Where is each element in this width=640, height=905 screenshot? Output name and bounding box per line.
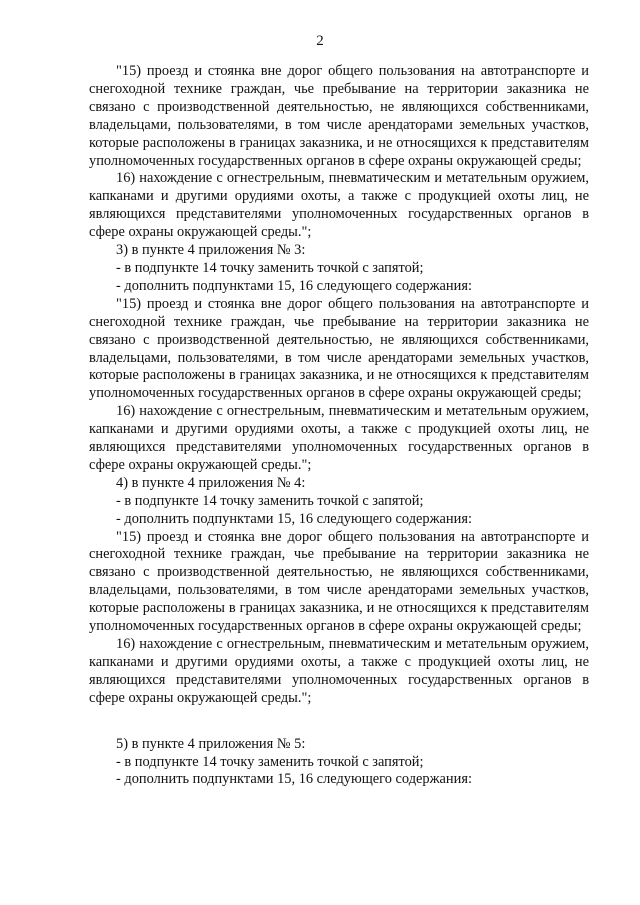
- paragraph-section-5-add: - дополнить подпунктами 15, 16 следующего содержания:: [116, 771, 472, 788]
- paragraph-section-3-add: - дополнить подпунктами 15, 16 следующего содержания:: [116, 277, 472, 294]
- paragraph-section-3-replace: - в подпункте 14 точку заменить точкой с запятой;: [116, 259, 424, 276]
- page-number: 2: [316, 33, 324, 49]
- paragraph-section-5-heading: 5) в пункте 4 приложения № 5:: [116, 735, 306, 752]
- paragraph-item-15-appendix-3: "15) проезд и стоянка вне дорог общего пользования на автотранспорте и снегоходной технике граждан, чье пребывание на территории заказника не связано с производственной деятельностью, не являющихся собственниками, владельцами, пользователями, в том числе арендаторами земельных участков, которые расположены в границах заказника, и не относящихся к представителям уполномоченных государственных органов в сфере охраны окружающей среды;: [89, 295, 589, 402]
- paragraph-item-16-appendix-4: 16) нахождение с огнестрельным, пневматическим и метательным оружием, капканами и другими орудиями охоты, а также с продукцией охоты лиц, не являющихся представителями уполномоченных государственных органов в сфере охраны окружающей среды.";: [89, 636, 589, 706]
- paragraph-spacer: [89, 708, 589, 736]
- paragraph-section-4-heading: 4) в пункте 4 приложения № 4:: [116, 474, 306, 491]
- paragraph-section-4-replace: - в подпункте 14 точку заменить точкой с запятой;: [116, 492, 424, 509]
- paragraph-section-5-replace: - в подпункте 14 точку заменить точкой с запятой;: [116, 753, 424, 770]
- paragraph-item-15-appendix-2: "15) проезд и стоянка вне дорог общего пользования на автотранспорте и снегоходной технике граждан, чье пребывание на территории заказника не связано с производственной деятельностью, не являющихся собственниками, владельцами, пользователями, в том числе арендаторами земельных участков, которые расположены в границах заказника, и не относящихся к представителям уполномоченных государственных органов в сфере охраны окружающей среды;: [89, 63, 589, 169]
- document-body: [89, 63, 589, 789]
- paragraph-item-16-appendix-3: 16) нахождение с огнестрельным, пневматическим и метательным оружием, капканами и другими орудиями охоты, а также с продукцией охоты лиц, не являющихся представителями уполномоченных государственных органов в сфере охраны окружающей среды.";: [89, 403, 589, 473]
- paragraph-section-3-heading: 3) в пункте 4 приложения № 3:: [116, 242, 306, 259]
- paragraph-section-4-add: - дополнить подпунктами 15, 16 следующего содержания:: [116, 510, 472, 527]
- paragraph-item-15-appendix-4: "15) проезд и стоянка вне дорог общего пользования на автотранспорте и снегоходной технике граждан, чье пребывание на территории заказника не связано с производственной деятельностью, не являющихся собственниками, владельцами, пользователями, в том числе арендаторами земельных участков, которые расположены в границах заказника, и не относящихся к представителям уполномоченных государственных органов в сфере охраны окружающей среды;: [89, 528, 589, 635]
- paragraph-item-16-appendix-2: 16) нахождение с огнестрельным, пневматическим и метательным оружием, капканами и другими орудиями охоты, а также с продукцией охоты лиц, не являющихся представителями уполномоченных государственных органов в сфере охраны окружающей среды.";: [89, 170, 589, 241]
